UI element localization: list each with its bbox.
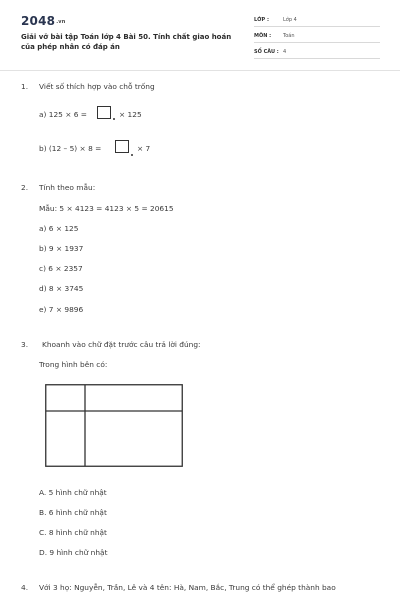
meta-subject-value: Toán [283, 33, 295, 39]
q3-text: Khoanh vào chữ đặt trước câu trả lời đúng: [42, 340, 201, 349]
meta-count-key: SỐ CÂU : [254, 49, 279, 55]
document-title: Giải vở bài tập Toán lớp 4 Bài 50. Tính chất giao hoán của phép nhân có đáp án [21, 33, 232, 51]
meta-class-value: Lớp 4 [283, 17, 297, 23]
q4-text: Với 3 họ: Nguyễn, Trần, Lê và 4 tên: Hà, Nam, Bắc, Trung có thể ghép thành bao [39, 583, 336, 592]
meta-count-row [254, 46, 380, 59]
q4-number: 4. [21, 583, 29, 592]
q1a-right: × 125 [119, 110, 142, 119]
q1a-answer-box[interactable] [97, 106, 111, 119]
q1a-dot [113, 118, 115, 120]
q2-text: Tính theo mẫu: [39, 183, 96, 192]
meta-subject-row [254, 30, 380, 43]
figure-outer-rect [46, 385, 183, 467]
q1b-answer-box[interactable] [115, 140, 129, 153]
q1-text: Viết số thích hợp vào chỗ trống [39, 82, 155, 91]
logo-text: 2048 [21, 14, 56, 28]
q1b-right: × 7 [137, 144, 151, 153]
meta-class-row [254, 14, 380, 27]
q2-number: 2. [21, 183, 29, 192]
q3-option-d[interactable]: D. 9 hình chữ nhật [39, 548, 108, 557]
q2-item-e: e) 7 × 9896 [39, 305, 84, 314]
meta-class-key: LỚP : [254, 17, 269, 23]
q3-option-a[interactable]: A. 5 hình chữ nhật [39, 488, 107, 497]
document-header [0, 0, 400, 70]
q2-item-b: b) 9 × 1937 [39, 244, 84, 253]
q1-number: 1. [21, 82, 29, 91]
logo-suffix: .vn [56, 19, 66, 25]
q3-option-c[interactable]: C. 8 hình chữ nhật [39, 528, 107, 537]
q2-item-c: c) 6 × 2357 [39, 264, 83, 273]
q1a-left: a) 125 × 6 = [39, 110, 88, 119]
rectangle-figure [45, 384, 183, 467]
site-logo[interactable] [21, 14, 66, 28]
q2-item-a: a) 6 × 125 [39, 224, 79, 233]
header-divider [0, 70, 400, 71]
q3-prompt: Trong hình bên có: [39, 360, 108, 369]
meta-count-value: 4 [283, 49, 287, 55]
q1b-dot [131, 154, 133, 156]
meta-subject-key: MÔN : [254, 33, 272, 39]
q2-example: Mẫu: 5 × 4123 = 4123 × 5 = 20615 [39, 204, 174, 213]
q1b-left: b) (12 – 5) × 8 = [39, 144, 102, 153]
q3-option-b[interactable]: B. 6 hình chữ nhật [39, 508, 107, 517]
q2-item-d: d) 8 × 3745 [39, 284, 84, 293]
q3-number: 3. [21, 340, 29, 349]
